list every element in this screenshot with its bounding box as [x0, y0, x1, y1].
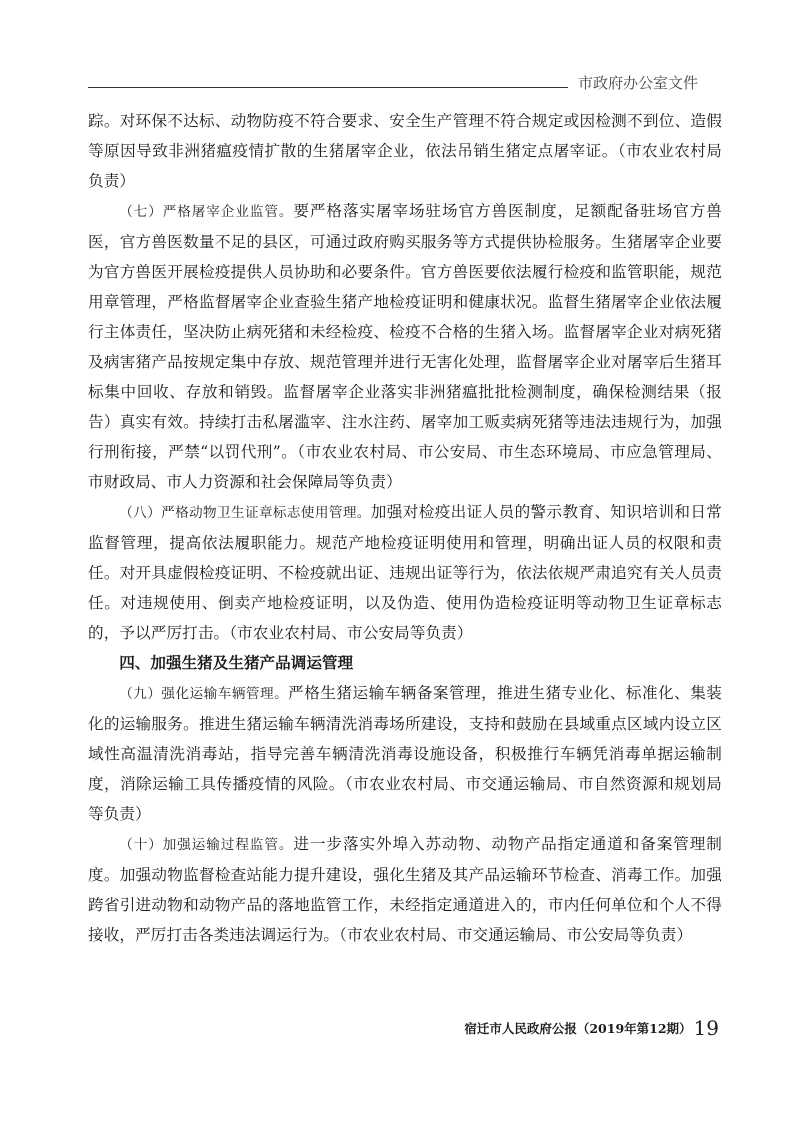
- paragraph-body: 要严格落实屠宰场驻场官方兽医制度，足额配备驻场官方兽医，官方兽医数量不足的县区，可通过政府购买服务等方式提供协检服务。生猪屠宰企业要为官方兽医开展检疫提供人员协助和必要条件。官方兽医要依法履行检疫和监管职能，规范用章管理，严格监督屠宰企业查验生猪产地检疫证明和健康状况。监督生猪屠宰企业依法履行主体责任，坚决防止病死猪和未经检疫、检疫不合格的生猪入场。监督屠宰企业对病死猪及病害猪产品按规定集中存放、规范管理并进行无害化处理，监督屠宰企业对屠宰后生猪耳标集中回收、存放和销毁。监督屠宰企业落实非洲猪瘟批批检测制度，确保检测结果（报告）真实有效。持续打击私屠滥宰、注水注药、屠宰加工贩卖病死猪等违法违规行为，加强行刑衔接，严禁“以罚代刑”。（市农业农村局、市公安局、市生态环境局、市应急管理局、市财政局、市人力资源和社会保障局等负责）: [88, 202, 722, 491]
- paragraph-body: 加强对检疫出证人员的警示教育、知识培训和日常监督管理，提高依法履职能力。规范产地检疫证明使用和管理，明确出证人员的权限和责任。对开具虚假检疫证明、不检疫就出证、违规出证等行为，依法依规严肃追究有关人员责任。对违规使用、倒卖产地检疫证明，以及伪造、使用伪造检疫证明等动物卫生证章标志的，予以严厉打击。（市农业农村局、市公安局等负责）: [88, 503, 722, 642]
- paragraph-item-7: [88, 196, 722, 497]
- item-heading: （十）加强运输过程监管。: [119, 837, 294, 853]
- paragraph-item-9: [88, 678, 722, 829]
- paragraph-continuation: [88, 106, 722, 196]
- header-title: 市政府办公室文件: [578, 74, 699, 92]
- paragraph-body: 踪。对环保不达标、动物防疫不符合要求、安全生产管理不符合规定或因检测不到位、造假等原因导致非洲猪瘟疫情扩散的生猪屠宰企业，依法吊销生猪定点屠宰证。（市农业农村局负责）: [88, 112, 722, 190]
- page-footer: [464, 1016, 719, 1040]
- publication-name: 宿迁市人民政府公报（2019年第12期）: [464, 1021, 692, 1036]
- header-rule: [88, 87, 568, 88]
- page-number: 19: [693, 1016, 719, 1040]
- paragraph-body: 进一步落实外埠入苏动物、动物产品指定通道和备案管理制度。加强动物监督检查站能力提升建设，强化生猪及其产品运输环节检查、消毒工作。加强跨省引进动物和动物产品的落地监管工作，未经指定通道进入的，市内任何单位和个人不得接收，严厉打击各类违法调运行为。（市农业农村局、市交通运输局、市公安局等负责）: [88, 835, 722, 944]
- paragraph-body: 严格生猪运输车辆备案管理，推进生猪专业化、标准化、集装化的运输服务。推进生猪运输车辆清洗消毒场所建设，支持和鼓励在县域重点区域内设立区域性高温清洗消毒站，指导完善车辆清洗消毒设施设备，积极推行车辆凭消毒单据运输制度，消除运输工具传播疫情的风险。（市农业农村局、市交通运输局、市自然资源和规划局等负责）: [88, 684, 722, 823]
- paragraph-item-8: [88, 497, 722, 648]
- section-heading: 四、加强生猪及生猪产品调运管理: [119, 654, 354, 672]
- item-heading: （八）严格动物卫生证章标志使用管理。: [119, 505, 371, 521]
- item-heading: （七）严格屠宰企业监管。: [119, 204, 294, 220]
- paragraph-item-10: [88, 829, 722, 950]
- document-body: [88, 106, 722, 950]
- item-heading: （九）强化运输车辆管理。: [119, 686, 289, 702]
